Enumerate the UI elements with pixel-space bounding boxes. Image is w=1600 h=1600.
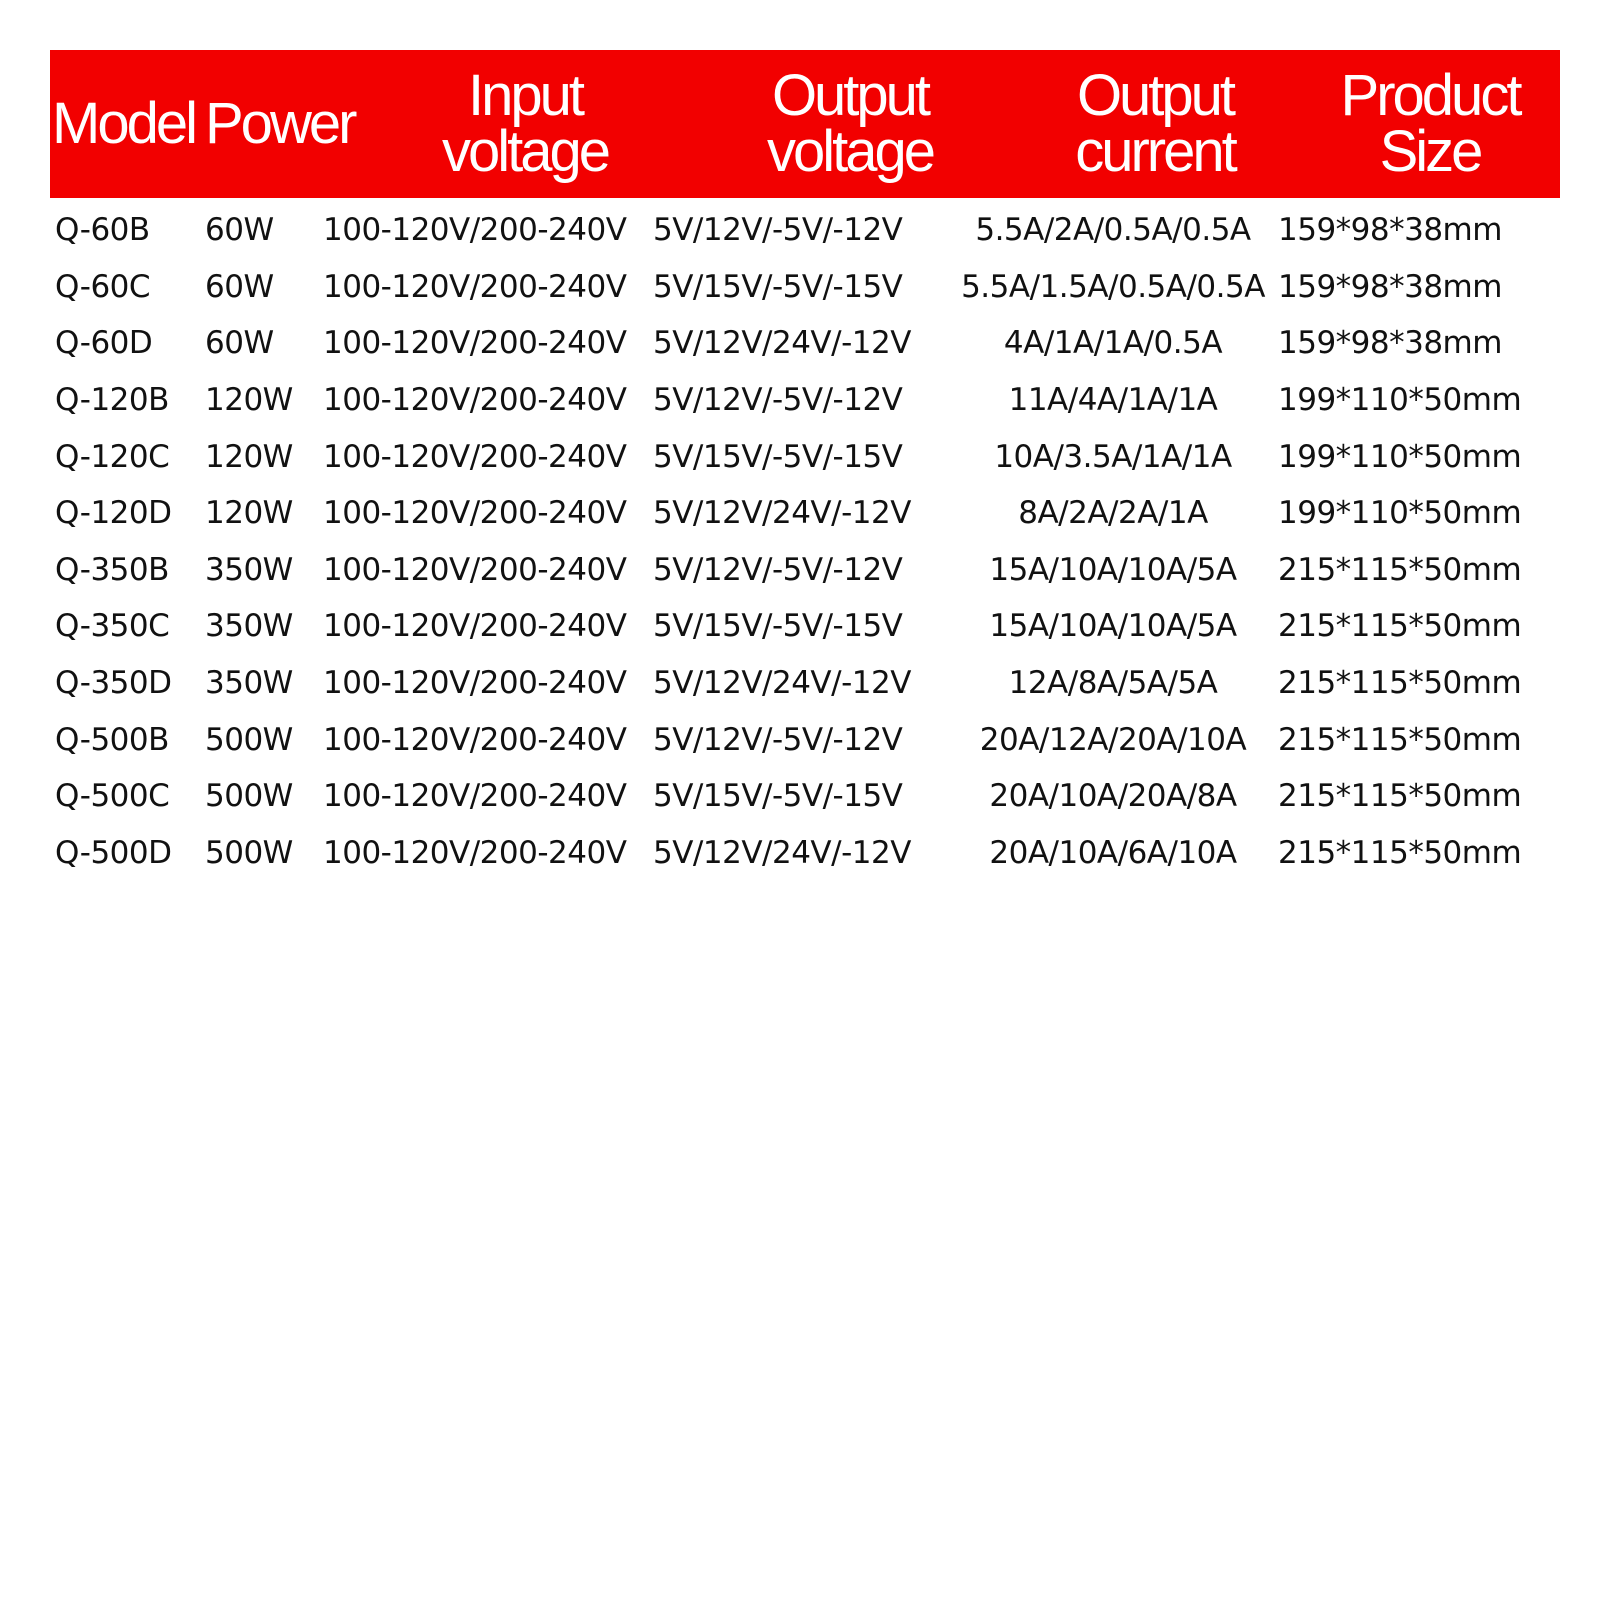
table-row [50, 768, 1560, 825]
header-output-voltage: Output voltage [766, 63, 934, 184]
cell-output-voltage: 5V/12V/-5V/-12V [653, 212, 903, 249]
cell-model: Q-500D [55, 834, 172, 871]
cell-output-voltage: 5V/12V/24V/-12V [653, 495, 911, 532]
cell-output-voltage: 5V/12V/24V/-12V [653, 665, 911, 702]
cell-output-current: 15A/10A/10A/5A [989, 551, 1237, 588]
cell-output-current: 10A/3.5A/1A/1A [994, 438, 1232, 475]
cell-output-voltage: 5V/12V/24V/-12V [653, 834, 911, 871]
cell-input-voltage: 100-120V/200-240V [323, 551, 627, 588]
cell-input-voltage: 100-120V/200-240V [323, 268, 627, 305]
cell-output-current: 11A/4A/1A/1A [1008, 382, 1218, 419]
cell-output-current: 20A/10A/20A/8A [989, 778, 1237, 815]
cell-power: 350W [205, 665, 293, 702]
cell-output-current: 12A/8A/5A/5A [1008, 665, 1218, 702]
cell-product-size: 159*98*38mm [1278, 325, 1502, 362]
cell-output-current: 5.5A/1.5A/0.5A/0.5A [961, 268, 1265, 305]
table-row [50, 428, 1560, 485]
table-header [50, 50, 1560, 198]
cell-power: 60W [205, 325, 274, 362]
cell-power: 500W [205, 721, 293, 758]
cell-output-voltage: 5V/15V/-5V/-15V [653, 608, 903, 645]
cell-model: Q-350B [55, 551, 169, 588]
cell-product-size: 159*98*38mm [1278, 268, 1502, 305]
table-row [50, 542, 1560, 599]
cell-model: Q-350C [55, 608, 170, 645]
table-row [50, 202, 1560, 259]
table-body [50, 202, 1560, 881]
cell-power: 120W [205, 438, 293, 475]
cell-power: 120W [205, 382, 293, 419]
cell-input-voltage: 100-120V/200-240V [323, 665, 627, 702]
cell-power: 60W [205, 212, 274, 249]
header-model: Model [52, 91, 195, 156]
cell-product-size: 215*115*50mm [1278, 551, 1522, 588]
cell-product-size: 215*115*50mm [1278, 665, 1522, 702]
cell-power: 350W [205, 551, 293, 588]
cell-output-current: 15A/10A/10A/5A [989, 608, 1237, 645]
cell-output-voltage: 5V/15V/-5V/-15V [653, 268, 903, 305]
cell-input-voltage: 100-120V/200-240V [323, 212, 627, 249]
table-row [50, 485, 1560, 542]
table-row [50, 372, 1560, 429]
cell-model: Q-120D [55, 495, 172, 532]
header-output-current: Output current [1075, 63, 1235, 184]
cell-power: 350W [205, 608, 293, 645]
header-input-voltage: Input voltage [441, 63, 609, 184]
cell-product-size: 215*115*50mm [1278, 721, 1522, 758]
cell-model: Q-120C [55, 438, 170, 475]
cell-input-voltage: 100-120V/200-240V [323, 325, 627, 362]
cell-power: 60W [205, 268, 274, 305]
cell-output-voltage: 5V/15V/-5V/-15V [653, 778, 903, 815]
cell-output-current: 8A/2A/2A/1A [1018, 495, 1208, 532]
cell-product-size: 215*115*50mm [1278, 778, 1522, 815]
cell-model: Q-120B [55, 382, 169, 419]
cell-product-size: 215*115*50mm [1278, 834, 1522, 871]
cell-output-current: 20A/12A/20A/10A [979, 721, 1247, 758]
cell-input-voltage: 100-120V/200-240V [323, 438, 627, 475]
table-row [50, 598, 1560, 655]
cell-input-voltage: 100-120V/200-240V [323, 721, 627, 758]
cell-model: Q-500C [55, 778, 170, 815]
table-row [50, 711, 1560, 768]
cell-model: Q-60B [55, 212, 150, 249]
cell-input-voltage: 100-120V/200-240V [323, 778, 627, 815]
cell-product-size: 159*98*38mm [1278, 212, 1502, 249]
cell-output-current: 5.5A/2A/0.5A/0.5A [975, 212, 1251, 249]
cell-output-voltage: 5V/12V/-5V/-12V [653, 382, 903, 419]
cell-input-voltage: 100-120V/200-240V [323, 382, 627, 419]
cell-product-size: 199*110*50mm [1278, 438, 1522, 475]
header-product-size: Product Size [1340, 63, 1520, 184]
cell-output-voltage: 5V/12V/-5V/-12V [653, 551, 903, 588]
cell-power: 120W [205, 495, 293, 532]
cell-input-voltage: 100-120V/200-240V [323, 834, 627, 871]
cell-input-voltage: 100-120V/200-240V [323, 495, 627, 532]
header-power: Power [205, 91, 355, 156]
cell-model: Q-500B [55, 721, 169, 758]
cell-product-size: 215*115*50mm [1278, 608, 1522, 645]
cell-product-size: 199*110*50mm [1278, 382, 1522, 419]
spec-table [50, 50, 1560, 881]
cell-power: 500W [205, 778, 293, 815]
cell-output-voltage: 5V/12V/-5V/-12V [653, 721, 903, 758]
cell-product-size: 199*110*50mm [1278, 495, 1522, 532]
table-row [50, 259, 1560, 316]
table-row [50, 315, 1560, 372]
table-row [50, 655, 1560, 712]
cell-model: Q-350D [55, 665, 172, 702]
cell-model: Q-60D [55, 325, 153, 362]
cell-input-voltage: 100-120V/200-240V [323, 608, 627, 645]
cell-model: Q-60C [55, 268, 151, 305]
cell-output-voltage: 5V/15V/-5V/-15V [653, 438, 903, 475]
cell-output-current: 20A/10A/6A/10A [989, 834, 1237, 871]
cell-output-voltage: 5V/12V/24V/-12V [653, 325, 911, 362]
table-row [50, 825, 1560, 882]
cell-output-current: 4A/1A/1A/0.5A [1003, 325, 1223, 362]
cell-power: 500W [205, 834, 293, 871]
